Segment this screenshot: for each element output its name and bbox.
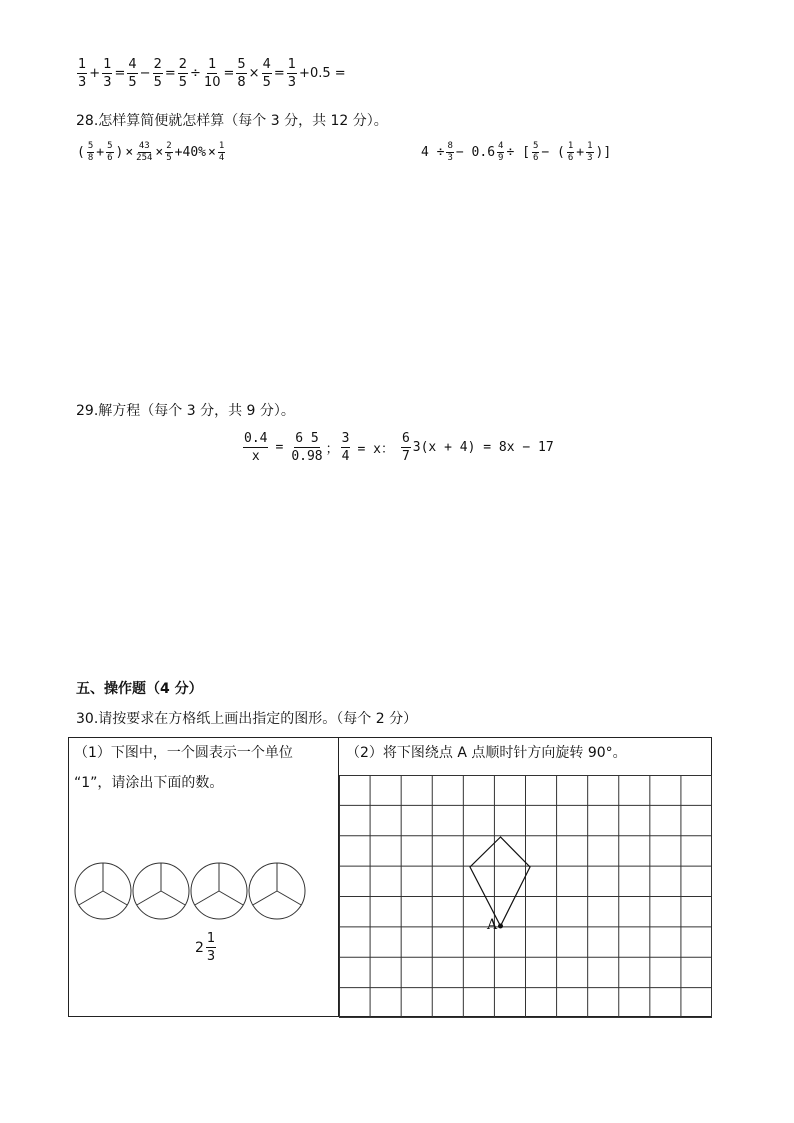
circle-figures xyxy=(70,858,330,926)
question-28-title: 28.怎样算简便就怎样算（每个 3 分，共 12 分）。 xyxy=(76,113,388,129)
right-task-title: （2）将下图绕点 A 点顺时针方向旋转 90°。 xyxy=(346,745,627,761)
point-a-label: A xyxy=(487,917,498,933)
q28-expression-2: 4 ÷ $\frac{8}{3}$ − 0.6 $\frac{4}{9}$ ÷ [ $\frac{5}{6}$ − ( $\frac{1}{6}$ + $\frac{1}{3}$ )] xyxy=(421,141,612,163)
circle-unit-3[interactable] xyxy=(191,863,247,919)
kite-shape xyxy=(470,837,530,926)
fraction: $\frac{1}{3}$ xyxy=(78,57,87,90)
rotation-point-a[interactable] xyxy=(498,924,503,929)
q28-expression-1: ( $\frac{5}{8}$ + $\frac{5}{6}$ )× $\frac{43}{254}$ × $\frac{2}{5}$ +40%× $\frac{1}{4}$ xyxy=(77,141,225,163)
circle-unit-2[interactable] xyxy=(133,863,189,919)
question-30-title: 30.请按要求在方格纸上画出指定的图形。（每个 2 分） xyxy=(76,711,418,727)
circle-unit-4[interactable] xyxy=(249,863,305,919)
question-29-title: 29.解方程（每个 3 分，共 9 分）。 xyxy=(76,403,295,419)
calc-line-27: $\frac{1}{3}$ + $\frac{1}{3}$ = $\frac{4}{5}$ − $\frac{2}{5}$ = $\frac{2}{5}$ ÷ $\frac{1}{10}$ = $\frac{5}{8}$ × $\frac{4}{5}$ = $\frac{1}{3}$ +0.5 = xyxy=(78,57,346,90)
circle-unit-1[interactable] xyxy=(75,863,131,919)
left-task-line-1: （1）下图中，一个圆表示一个单位 xyxy=(74,745,293,761)
left-task-line-2: “1”，请涂出下面的数。 xyxy=(74,775,224,791)
section-5-title: 五、操作题（4 分） xyxy=(76,681,203,697)
square-grid xyxy=(339,775,712,1018)
mixed-number: 2 $\frac{1}{3}$ xyxy=(195,931,216,964)
q29-equations: $\frac{0.4}{x}$ = $\frac{6 5}{0.98}$ ； $\frac{3}{4}$ = x： $\frac{6}{7}$ 3(x + 4) = 8x − 17 xyxy=(244,431,554,464)
